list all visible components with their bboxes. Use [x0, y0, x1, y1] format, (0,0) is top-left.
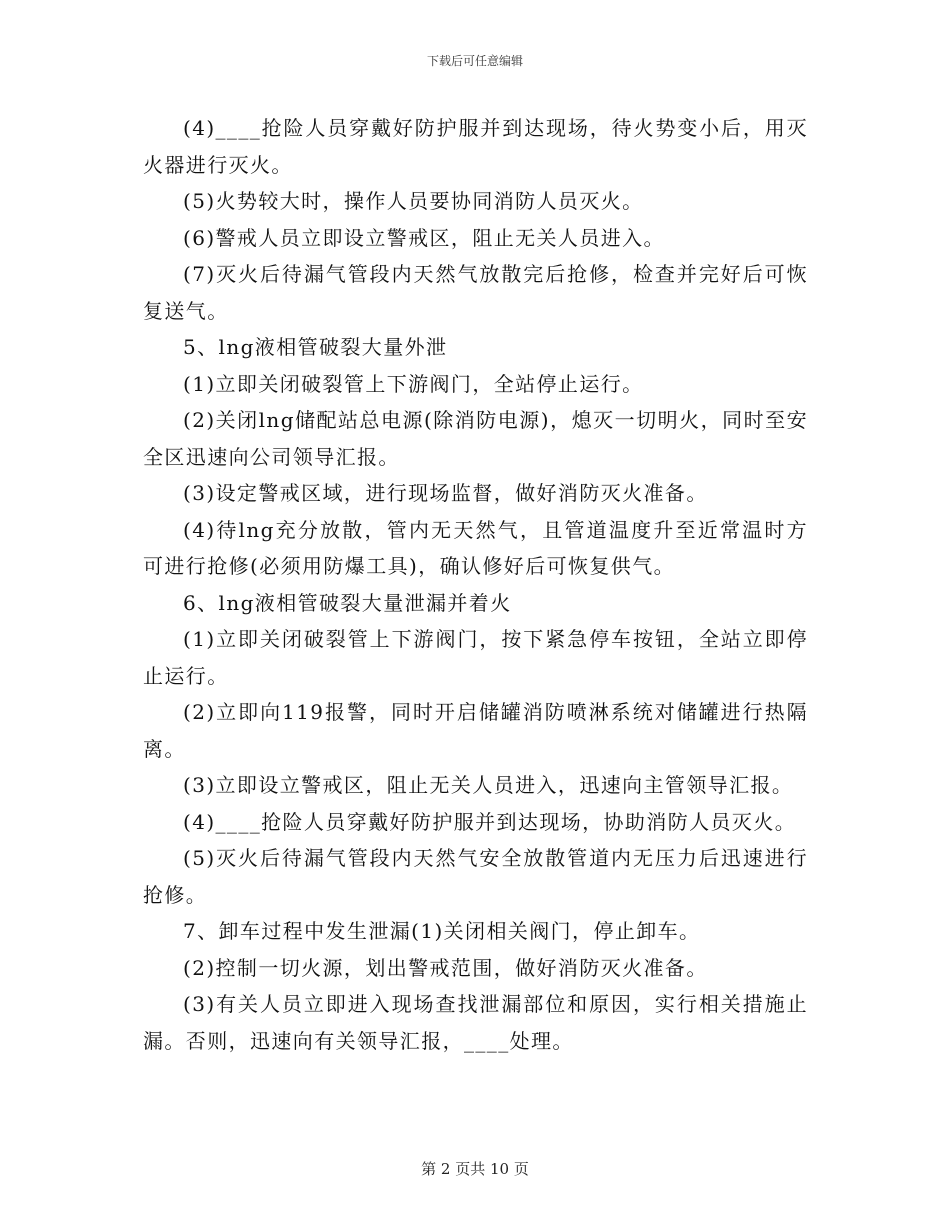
paragraph: (3)有关人员立即进入现场查找泄漏部位和原因，实行相关措施止漏。否则，迅速向有关领导汇报，____处理。	[143, 992, 808, 1053]
section-heading: 5、lng液相管破裂大量外泄	[183, 335, 448, 359]
document-body	[143, 110, 808, 1059]
paragraph: (3)立即设立警戒区，阻止无关人员进入，迅速向主管领导汇报。	[183, 773, 794, 797]
section-heading: 6、lng液相管破裂大量泄漏并着火	[183, 590, 512, 615]
section-heading: 7、卸车过程中发生泄漏(1)关闭相关阀门，停止卸车。	[183, 919, 701, 943]
page-footer: 第 2 页共 10 页	[421, 1160, 529, 1178]
paragraph: (2)立即向119报警，同时开启储罐消防喷淋系统对储罐进行热隔离。	[143, 700, 808, 761]
paragraph: (1)立即关闭破裂管上下游阀门，按下紧急停车按钮，全站立即停止运行。	[143, 627, 808, 688]
paragraph: (4)待lng充分放散，管内无天然气，且管道温度升至近常温时方可进行抢修(必须用防爆工具)，确认修好后可恢复供气。	[143, 517, 808, 578]
paragraph: (2)控制一切火源，划出警戒范围，做好消防灭火准备。	[183, 955, 708, 980]
paragraph: (3)设定警戒区域，进行现场监督，做好消防灭火准备。	[183, 481, 708, 505]
page-header: 下载后可任意编辑	[426, 54, 523, 68]
paragraph: (5)灭火后待漏气管段内天然气安全放散管道内无压力后迅速进行抢修。	[143, 846, 808, 907]
paragraph: (5)火势较大时，操作人员要协同消防人员灭火。	[183, 189, 644, 213]
paragraph: (2)关闭lng储配站总电源(除消防电源)，熄灭一切明火，同时至安全区迅速向公司领导汇报。	[143, 408, 808, 469]
paragraph: (7)灭火后待漏气管段内天然气放散完后抢修，检查并完好后可恢复送气。	[143, 262, 808, 323]
paragraph: (1)立即关闭破裂管上下游阀门，全站停止运行。	[183, 371, 644, 396]
paragraph: (6)警戒人员立即设立警戒区，阻止无关人员进入。	[183, 225, 665, 250]
paragraph: (4)____抢险人员穿戴好防护服并到达现场，待火势变小后，用灭火器进行灭火。	[143, 116, 808, 177]
paragraph: (4)____抢险人员穿戴好防护服并到达现场，协助消防人员灭火。	[183, 809, 797, 834]
